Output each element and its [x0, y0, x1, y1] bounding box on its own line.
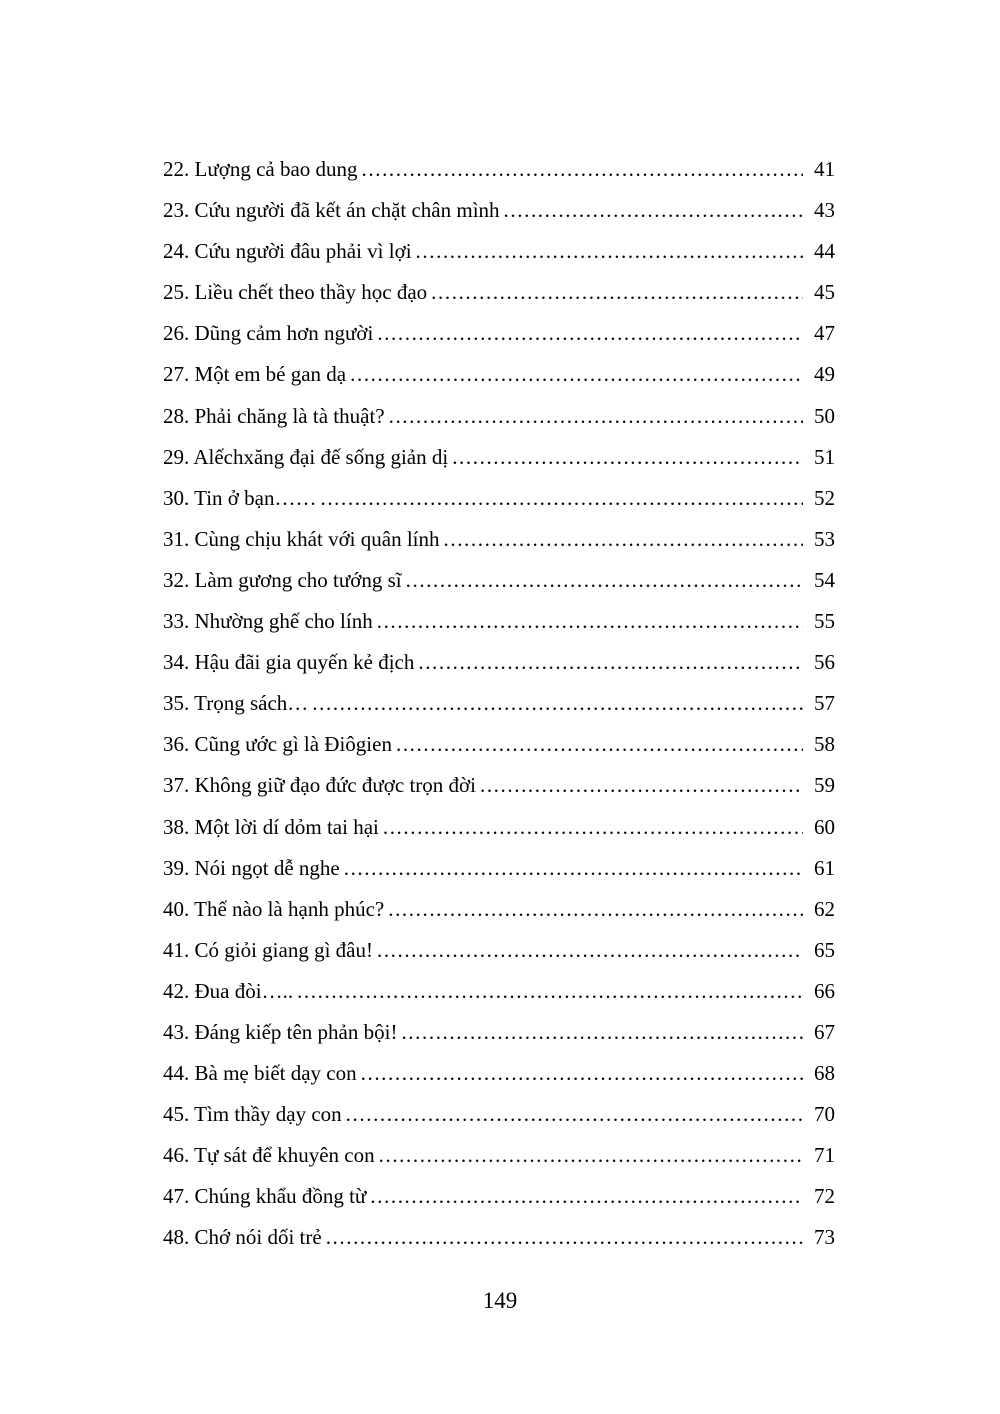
dot-leader: [401, 1012, 803, 1053]
dot-leader: [431, 272, 803, 313]
toc-entry: [163, 848, 835, 889]
toc-entry-page: 73: [814, 1225, 835, 1250]
toc-entry-label: 45. Tìm thầy dạy con: [163, 1102, 342, 1127]
toc-entry: [163, 683, 835, 724]
toc-entry-label: 33. Nhường ghế cho lính: [163, 609, 373, 634]
dot-leader: [377, 313, 803, 354]
toc-entry-label: 24. Cứu người đâu phải vì lợi: [163, 239, 412, 264]
toc-entry-label: 43. Đáng kiếp tên phản bội!: [163, 1019, 398, 1044]
toc-entry: [163, 272, 835, 313]
dot-leader: [418, 642, 803, 683]
toc-entry-page: 61: [814, 855, 835, 880]
toc-entry-label: 32. Làm gương cho tướng sĩ: [163, 567, 402, 592]
dot-leader: [326, 1217, 803, 1258]
toc-entry-page: 60: [814, 814, 835, 839]
toc-entry-page: 72: [814, 1184, 835, 1209]
toc-entry: [163, 1176, 835, 1217]
toc-entry-page: 68: [814, 1061, 835, 1086]
toc-entry-page: 49: [814, 362, 835, 387]
toc-entry: [163, 807, 835, 848]
dot-leader: [377, 601, 803, 642]
dot-leader: [396, 724, 803, 765]
toc-entry-label: 39. Nói ngọt dễ nghe: [163, 855, 340, 880]
toc-entry: [163, 724, 835, 765]
toc-entry-label: 28. Phải chăng là tà thuật?: [163, 403, 385, 428]
toc-entry-page: 51: [814, 444, 835, 469]
toc-entry-label: 42. Đua đòi…..: [163, 978, 294, 1003]
toc-entry-label: 26. Dũng cảm hơn người: [163, 321, 374, 346]
toc-entry: [163, 1135, 835, 1176]
toc-entry-page: 59: [814, 773, 835, 798]
toc-entry: [163, 313, 835, 354]
toc-entry: [163, 601, 835, 642]
dot-leader: [406, 560, 803, 601]
toc-entry-label: 44. Bà mẹ biết dạy con: [163, 1061, 357, 1086]
toc-entry: [163, 1012, 835, 1053]
dot-leader: [444, 519, 804, 560]
dot-leader: [504, 190, 803, 231]
toc-entry-page: 71: [814, 1143, 835, 1168]
toc-entry: [163, 519, 835, 560]
toc-entry: [163, 396, 835, 437]
toc-entry-page: 44: [814, 239, 835, 264]
toc-entry-page: 57: [814, 691, 835, 716]
toc-entry-page: 67: [814, 1019, 835, 1044]
toc-entry: [163, 478, 835, 519]
toc-entry: [163, 765, 835, 806]
toc-entry: [163, 437, 835, 478]
toc-entry-label: 27. Một em bé gan dạ: [163, 362, 347, 387]
toc-entry-label: 29. Alếchxăng đại đế sống giản dị: [163, 444, 449, 469]
dot-leader: [416, 231, 803, 272]
toc-entry-label: 48. Chớ nói dối trẻ: [163, 1225, 322, 1250]
toc-entry: [163, 560, 835, 601]
toc-entry-label: 35. Trọng sách…: [163, 691, 309, 716]
toc-entry: [163, 1094, 835, 1135]
dot-leader: [361, 1053, 803, 1094]
toc-entry-page: 62: [814, 896, 835, 921]
toc-entry: [163, 642, 835, 683]
toc-entry-label: 47. Chúng khẩu đồng từ: [163, 1184, 367, 1209]
toc-entry: [163, 889, 835, 930]
toc-entry: [163, 1217, 835, 1258]
dot-leader: [480, 765, 803, 806]
dot-leader: [389, 396, 803, 437]
dot-leader: [452, 437, 803, 478]
dot-leader: [388, 889, 803, 930]
toc-entry-label: 23. Cứu người đã kết án chặt chân mình: [163, 198, 500, 223]
dot-leader: [350, 354, 803, 395]
toc-entry: [163, 149, 835, 190]
toc-entry: [163, 971, 835, 1012]
dot-leader: [312, 683, 803, 724]
dot-leader: [346, 1094, 803, 1135]
toc-entry-page: 43: [814, 198, 835, 223]
toc-entry-label: 25. Liều chết theo thầy học đạo: [163, 280, 428, 305]
toc-entry-page: 50: [814, 403, 835, 428]
toc-entry-page: 55: [814, 609, 835, 634]
toc-entry: [163, 354, 835, 395]
dot-leader: [297, 971, 803, 1012]
toc-entry-label: 30. Tin ở bạn……: [163, 485, 317, 510]
toc-entry: [163, 930, 835, 971]
toc-entry-label: 34. Hậu đãi gia quyến kẻ địch: [163, 650, 415, 675]
toc-entry-page: 66: [814, 978, 835, 1003]
toc-entry: [163, 1053, 835, 1094]
dot-leader: [344, 848, 803, 889]
dot-leader: [320, 478, 803, 519]
toc-entry-page: 58: [814, 732, 835, 757]
toc-entry-page: 53: [814, 526, 835, 551]
toc-entry-label: 40. Thế nào là hạnh phúc?: [163, 896, 385, 921]
toc-entry-page: 47: [814, 321, 835, 346]
toc-list: [163, 149, 835, 1259]
toc-entry-label: 41. Có giỏi giang gì đâu!: [163, 937, 373, 962]
toc-entry-label: 36. Cũng ước gì là Điôgien: [163, 732, 392, 757]
page-number: 149: [482, 1288, 518, 1313]
toc-entry-label: 38. Một lời dí dỏm tai hại: [163, 814, 379, 839]
toc-entry-page: 52: [814, 485, 835, 510]
toc-entry-label: 22. Lượng cả bao dung: [163, 157, 358, 181]
dot-leader: [383, 807, 803, 848]
toc-entry-page: 41: [814, 157, 835, 181]
toc-entry-page: 54: [814, 567, 835, 592]
toc-entry-label: 46. Tự sát để khuyên con: [163, 1143, 375, 1168]
toc-entry-page: 45: [814, 280, 835, 305]
toc-entry-page: 70: [814, 1102, 835, 1127]
toc-entry-page: 65: [814, 937, 835, 962]
dot-leader: [370, 1176, 803, 1217]
toc-entry: [163, 231, 835, 272]
toc-entry-label: 31. Cùng chịu khát với quân lính: [163, 526, 440, 551]
dot-leader: [379, 1135, 803, 1176]
toc-entry-label: 37. Không giữ đạo đức được trọn đời: [163, 773, 476, 798]
toc-entry: [163, 190, 835, 231]
dot-leader: [362, 149, 803, 190]
toc-entry-page: 56: [814, 650, 835, 675]
dot-leader: [377, 930, 803, 971]
